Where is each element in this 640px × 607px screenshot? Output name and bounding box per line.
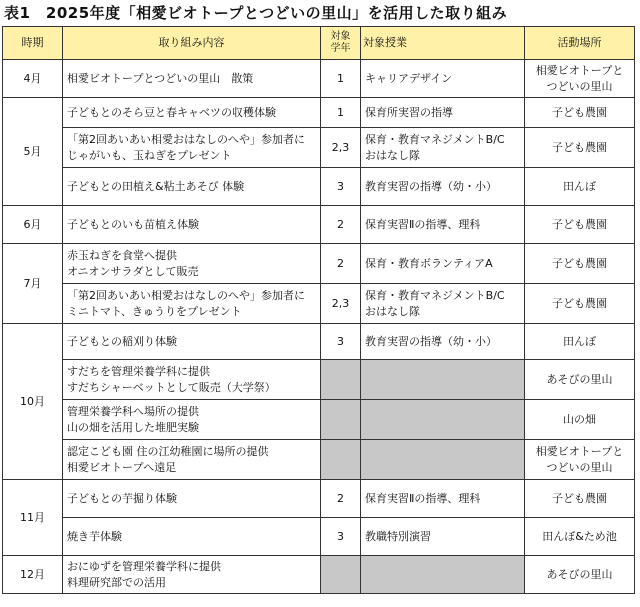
table-row [3, 360, 635, 400]
place-cell: 田んぼ [525, 324, 635, 360]
empty-class-cell [361, 360, 525, 400]
empty-grade-cell [321, 556, 361, 594]
content-cell: 子どもとのそら豆と春キャベツの収穫体験 [63, 98, 321, 128]
grade-cell: 1 [321, 60, 361, 98]
table-row [3, 206, 635, 244]
class-cell: 保育・教育ボランティアA [361, 244, 525, 284]
empty-grade-cell [321, 440, 361, 480]
place-cell: あそびの里山 [525, 360, 635, 400]
place-cell: あそびの里山 [525, 556, 635, 594]
grade-cell: 2 [321, 480, 361, 518]
table-row [3, 60, 635, 98]
table-row [3, 480, 635, 518]
place-cell: 相愛ビオトープと つどいの里山 [525, 440, 635, 480]
grade-cell: 2,3 [321, 128, 361, 168]
table-row [3, 556, 635, 594]
table-row [3, 440, 635, 480]
period-cell: 4月 [3, 60, 63, 98]
content-cell: 「第2回あいあい相愛おはなしのへや」参加者に じゃがいも、玉ねぎをプレゼント [63, 128, 321, 168]
content-cell: すだちを管理栄養学科に提供 すだちシャーベットとして販売（大学祭） [63, 360, 321, 400]
place-cell: 子ども農園 [525, 98, 635, 128]
grade-cell: 1 [321, 98, 361, 128]
table-row [3, 244, 635, 284]
header-grade: 対象 学年 [321, 27, 361, 60]
place-cell: 山の畑 [525, 400, 635, 440]
content-cell: 認定こども園 住の江幼稚園に場所の提供 相愛ビオトープへ遠足 [63, 440, 321, 480]
table-row [3, 284, 635, 324]
grade-cell: 3 [321, 324, 361, 360]
content-cell: 子どもとの芋掘り体験 [63, 480, 321, 518]
table-title: 表1 2025年度「相愛ビオトープとつどいの里山」を活用した取り組み [4, 4, 508, 22]
class-cell: 教職特別演習 [361, 518, 525, 556]
place-cell: 子ども農園 [525, 284, 635, 324]
period-cell: 7月 [3, 244, 63, 324]
table-row [3, 518, 635, 556]
period-cell: 10月 [3, 324, 63, 480]
table-row [3, 128, 635, 168]
class-cell: キャリアデザイン [361, 60, 525, 98]
class-cell: 保育実習Ⅱの指導、理科 [361, 206, 525, 244]
content-cell: 子どもとの稲刈り体験 [63, 324, 321, 360]
grade-cell: 3 [321, 168, 361, 206]
header-period: 時期 [3, 27, 63, 60]
table-header-row [3, 27, 635, 60]
period-cell: 6月 [3, 206, 63, 244]
grade-cell: 3 [321, 518, 361, 556]
class-cell: 保育・教育マネジメントB/C おはなし隊 [361, 284, 525, 324]
class-cell: 教育実習の指導（幼・小） [361, 168, 525, 206]
content-cell: 「第2回あいあい相愛おはなしのへや」参加者に ミニトマト、きゅうりをプレゼント [63, 284, 321, 324]
table-row [3, 98, 635, 128]
class-cell: 教育実習の指導（幼・小） [361, 324, 525, 360]
place-cell: 相愛ビオトープと つどいの里山 [525, 60, 635, 98]
empty-class-cell [361, 400, 525, 440]
class-cell: 保育所実習の指導 [361, 98, 525, 128]
period-cell: 11月 [3, 480, 63, 556]
header-place: 活動場所 [525, 27, 635, 60]
period-cell: 12月 [3, 556, 63, 594]
table-row [3, 168, 635, 206]
content-cell: 赤玉ねぎを食堂へ提供 オニオンサラダとして販売 [63, 244, 321, 284]
place-cell: 田んぼ&ため池 [525, 518, 635, 556]
content-cell: おにゆずを管理栄養学科に提供 料理研究部での活用 [63, 556, 321, 594]
table-row [3, 324, 635, 360]
empty-class-cell [361, 440, 525, 480]
header-class: 対象授業 [361, 27, 525, 60]
place-cell: 子ども農園 [525, 128, 635, 168]
table-row [3, 400, 635, 440]
class-cell: 保育・教育マネジメントB/C おはなし隊 [361, 128, 525, 168]
empty-grade-cell [321, 400, 361, 440]
grade-cell: 2 [321, 244, 361, 284]
empty-class-cell [361, 556, 525, 594]
place-cell: 子ども農園 [525, 244, 635, 284]
content-cell: 相愛ビオトープとつどいの里山 散策 [63, 60, 321, 98]
content-cell: 子どもとの田植え&粘土あそび 体験 [63, 168, 321, 206]
place-cell: 子ども農園 [525, 206, 635, 244]
period-cell: 5月 [3, 98, 63, 206]
class-cell: 保育実習Ⅱの指導、理科 [361, 480, 525, 518]
content-cell: 管理栄養学科へ場所の提供 山の畑を活用した堆肥実験 [63, 400, 321, 440]
content-cell: 焼き芋体験 [63, 518, 321, 556]
empty-grade-cell [321, 360, 361, 400]
grade-cell: 2,3 [321, 284, 361, 324]
place-cell: 子ども農園 [525, 480, 635, 518]
place-cell: 田んぼ [525, 168, 635, 206]
activities-table [2, 26, 635, 594]
grade-cell: 2 [321, 206, 361, 244]
content-cell: 子どもとのいも苗植え体験 [63, 206, 321, 244]
header-content: 取り組み内容 [63, 27, 321, 60]
